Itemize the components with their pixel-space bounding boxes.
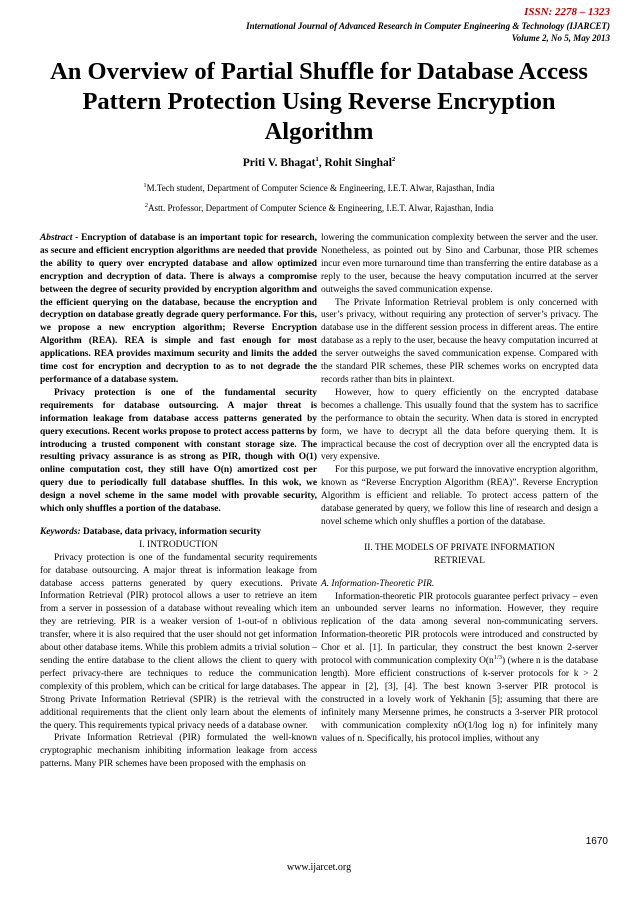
keywords: [40, 526, 317, 539]
section-2-heading-line-2: RETRIEVAL: [434, 555, 485, 566]
section-2-heading: [321, 542, 598, 568]
right-column: [321, 232, 598, 745]
section-1-heading: I. INTRODUCTION: [139, 539, 218, 550]
section-1-paragraph-5: However, how to query efficiently on the encrypted database becomes a challenge. This usually found that the system has to sacrifice the performance to obtain the security. When data is stored in encrypted form, we have to decrypt all the data before querying them. It is impractical because the cost of decryption over all the encrypted data is very expensive.: [321, 387, 598, 463]
abstract-text: - Encryption of database is an important topic for research, as secure and efficient encryption algorithms are needed that provide the ability to query over encrypted database and allow optimized encryption and decryption of data. There is always a compromise between the degree of security provided by encryption algorithm and the efficient querying on the database, because the encryption and decryption on database greatly degrade query performance. For this, we propose a new encryption algorithm; Reverse Encryption Algorithm (REA). REA is simple and fast enough for most applications. REA provides maximum security and limits the added time cost for encryption and decryption to as to not degrade the performance of a database system.: [40, 233, 317, 385]
author-1-sup: 1: [315, 156, 319, 164]
affiliation-2-text: Astt. Professor, Department of Computer Science & Engineering, I.E.T. Alwar, Rajasthan, India: [147, 203, 494, 213]
subsection-a-paragraph: [321, 591, 598, 746]
paper-title: An Overview of Partial Shuffle for Database Access Pattern Protection Using Reverse Encryption Algorithm: [50, 58, 588, 145]
subsection-a-text-1: Information-theoretic PIR protocols guarantee perfect privacy – even an unbounded server learns no information. However, they require replication of the data among several non-communicating servers. Information-theoretic PIR protocols were introduced and constructed by Chor et al. [1]. In particular, they construct the best known 2-server protocol with communication complexity O(n: [321, 591, 598, 667]
author-sep: ,: [318, 157, 325, 169]
section-1-paragraph-6: For this purpose, we put forward the innovative encryption algorithm, known as “Reverse Encryption Algorithm (REA)”. Reverse Encryption Algorithm is efficient and reliable. To protect access pattern of the database generated by query, we follow this line of research and design a novel scheme which only shuffles a portion of the database.: [321, 465, 598, 527]
footer-url: www.ijarcet.org: [286, 862, 352, 873]
abstract-paragraph-2: Privacy protection is one of the fundamental security requirements for database outsourcing. A major threat is information leakage from database access patterns generated by query executions. Recent works propose to protect access patterns by introducing a trusted component with constant storage size. The resulting privacy assurance is as strong as PIR, though with O(1) online computation cost, they still have O(n) amortized cost per query due to periodically full database shuffles. In this wok, we design a novel scheme in the same model with provable security, which only shuffles a portion of the database.: [40, 387, 317, 515]
exponent: 1/3: [493, 653, 503, 661]
subsection-a-text-2: ) (where n is the database length). More efficient constructions of k-server protocols for k > 2 appear in [2], [3], [4]. The best known 3-server PIR protocol is constructed in a lovely work of Yekhanin [5]; assuming that there are infinitely many Mersenne primes, he constructs a 3-server PIR protocol with communication complexity nO(1/log log n) for infinitely many values of n. Specifically, his protocol implies, without any: [321, 656, 598, 744]
section-1-paragraph-2: Private Information Retrieval (PIR) formulated the well-known cryptographic mechanism inhibiting information leakage from access patterns. Many PIR schemes have been proposed with the emphasis on: [40, 733, 317, 770]
affiliation-1: [0, 183, 638, 193]
left-column: [40, 232, 317, 771]
subsection-a-heading: A. Information-Theoretic PIR.: [321, 578, 435, 589]
abstract: [40, 232, 317, 387]
affiliation-2: [0, 203, 638, 213]
journal-volume: Volume 2, No 5, May 2013: [511, 33, 610, 43]
page-number: 1670: [585, 836, 608, 847]
abstract-label: Abstract: [40, 233, 73, 243]
section-1-paragraph-4: The Private Information Retrieval problem is only concerned with user’s privacy, without requiring any protection of server’s privacy. The database use in the different session process in different areas. The entire database as a reply to the user, because the heavy computation incurred at the server outweighs the saved communication expense. Compared with the standard PIR schemes, these PIR schemes works on encrypted data records rather than bits in plaintext.: [321, 297, 598, 385]
affiliation-1-sup: 1: [143, 182, 147, 189]
keywords-text: Database, data privacy, information security: [80, 526, 262, 537]
section-1-paragraph-3: lowering the communication complexity between the server and the user. Nonetheless, as pointed out by Sino and Carbunar, those PIR schemes incur even more turnaround time than transferring the entire database as a reply to the user, because the heavy computation incurred at the server outweighs the saved communication expense.: [321, 233, 598, 295]
journal-header: [246, 20, 610, 44]
section-1-paragraph-1: Privacy protection is one of the fundamental security requirements for database outsourcing. A major threat is information leakage from database access patterns generated by query executions. Private Information Retrieval (PIR) protocol allows a user to retrieve an item from a server in possession of a database without revealing which item they are retrieving. PIR is a weaker version of 1-out-of n oblivious transfer, where it is also required that the user should not get information about other database items. While this problem admits a trivial solution – sending the entire database to the client allows the client to query with perfect privacy-there are techniques to reduce the communication complexity of this problem, which can be critical for large databases. The Strong Private Information Retrieval (SPIR) is the retrieval with the additional requirements that the client only learn about the elements of the query. This requirements typical privacy needs of a database owner.: [40, 552, 317, 731]
author-1: Priti V. Bhagat: [242, 157, 316, 169]
section-2-heading-line-1: II. THE MODELS OF PRIVATE INFORMATION: [364, 542, 555, 553]
author-2: Rohit Singhal: [324, 157, 392, 169]
authors: [0, 157, 638, 169]
affiliation-2-sup: 2: [144, 202, 148, 209]
author-2-sup: 2: [391, 156, 396, 164]
issn: ISSN: 2278 – 1323: [524, 6, 610, 18]
journal-name: International Journal of Advanced Research in Computer Engineering & Technology (IJARCET): [246, 21, 610, 31]
affiliation-1-text: M.Tech student, Department of Computer Science & Engineering, I.E.T. Alwar, Rajasthan, India: [146, 183, 495, 193]
keywords-label: Keywords:: [40, 526, 81, 537]
